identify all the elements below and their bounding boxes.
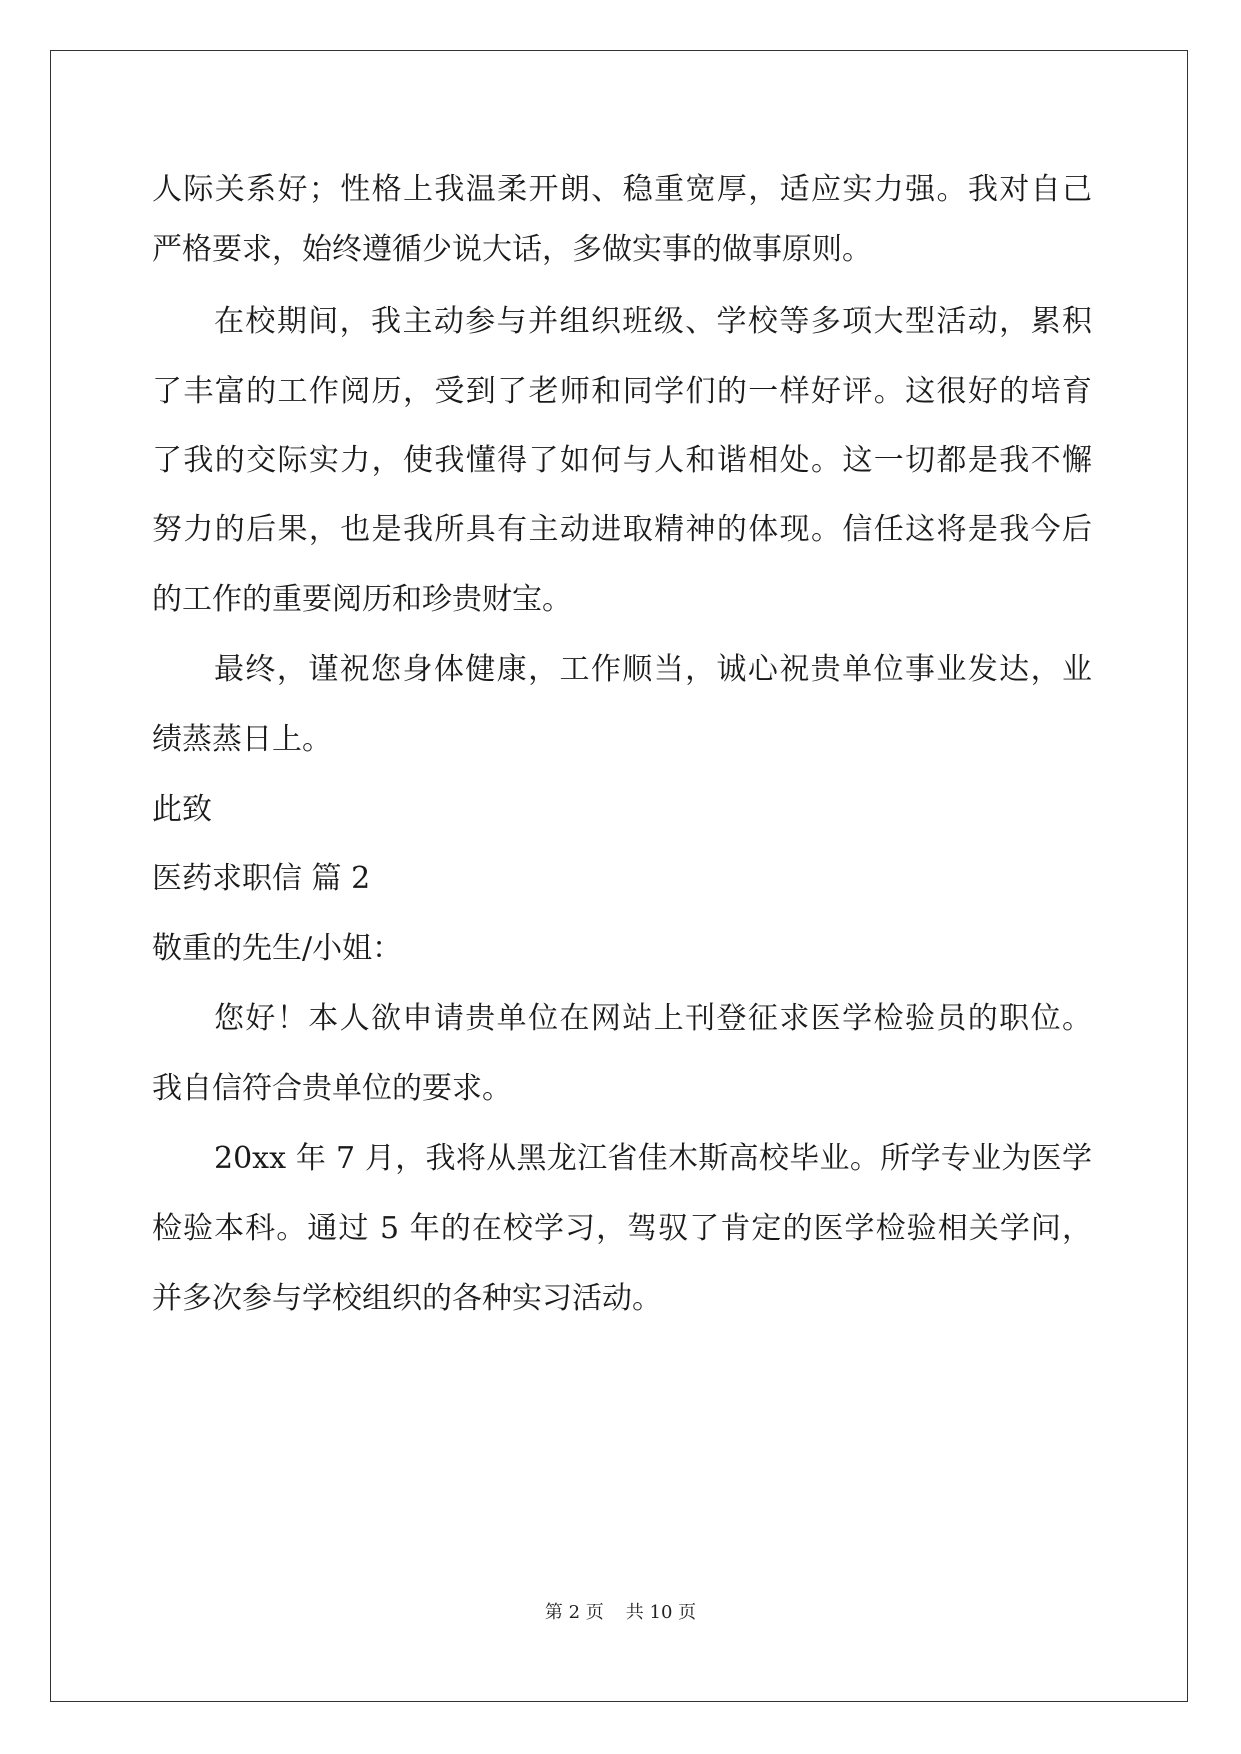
greeting-line: 敬重的先生/小姐： [152,931,403,966]
page-number: 第 2 页 [544,1602,604,1623]
page-footer [0,1601,1241,1625]
body-line-14: 我自信符合贵单位的要求。 [152,1071,512,1106]
body-line-16: 检验本科。通过 5 年的在校学习，驾驭了肯定的医学检验相关学问， [152,1211,1092,1246]
body-line-5: 了我的交际实力，使我懂得了如何与人和谐相处。这一切都是我不懈 [152,443,1092,478]
body-line-6: 努力的后果，也是我所具有主动进取精神的体现。信任这将是我今后 [152,512,1092,547]
body-line-7: 的工作的重要阅历和珍贵财宝。 [152,582,572,617]
body-line-8: 最终，谨祝您身体健康，工作顺当，诚心祝贵单位事业发达，业 [214,652,1092,687]
body-line-15: 20xx 年 7 月，我将从黑龙江省佳木斯高校毕业。所学专业为医学 [214,1141,1092,1176]
section-heading: 医药求职信 篇 2 [152,861,371,896]
closing-salutation: 此致 [152,792,212,827]
body-line-1: 人际关系好；性格上我温柔开朗、稳重宽厚，适应实力强。我对自己 [152,172,1092,207]
body-line-3: 在校期间，我主动参与并组织班级、学校等多项大型活动，累积 [214,304,1092,339]
page-total: 共 10 页 [625,1602,697,1623]
body-line-2: 严格要求，始终遵循少说大话，多做实事的做事原则。 [152,232,872,267]
body-line-4: 了丰富的工作阅历，受到了老师和同学们的一样好评。这很好的培育 [152,374,1092,409]
body-line-9: 绩蒸蒸日上。 [152,722,332,757]
body-line-13: 您好！本人欲申请贵单位在网站上刊登征求医学检验员的职位。 [214,1001,1092,1036]
body-line-17: 并多次参与学校组织的各种实习活动。 [152,1281,662,1316]
